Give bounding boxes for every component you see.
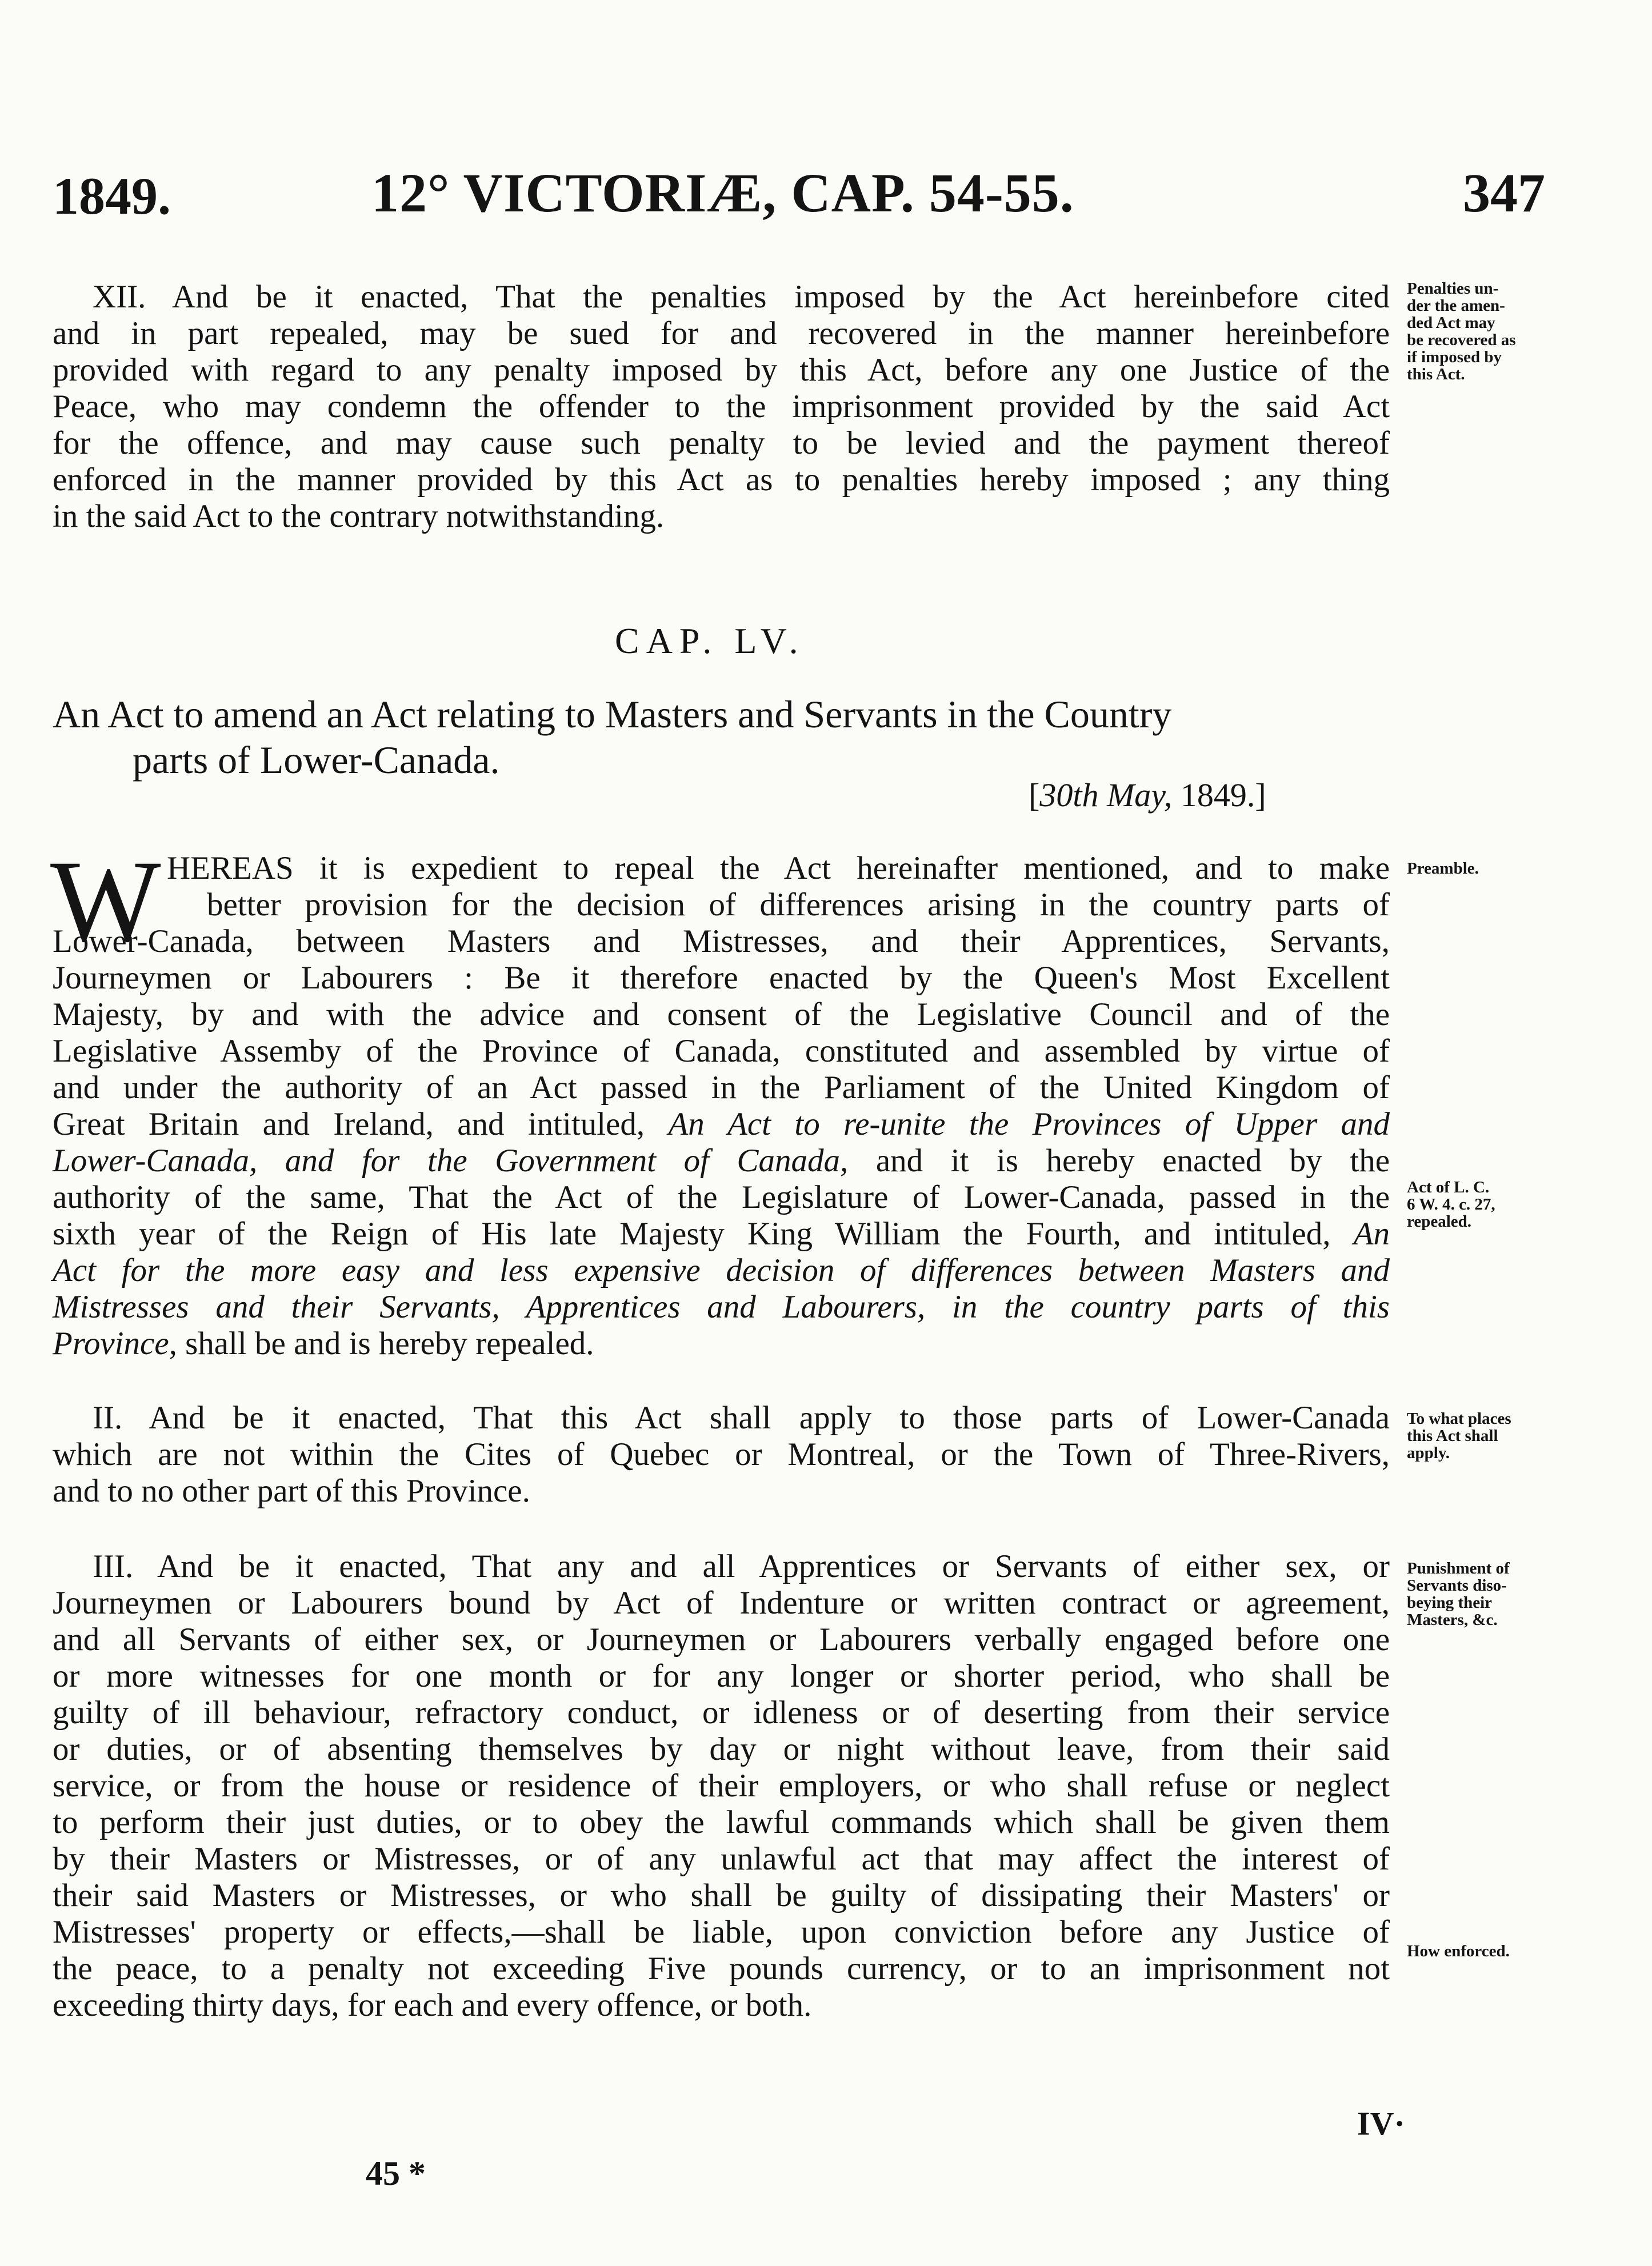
text-line: to perform their just duties, or to obey the lawful commands which shall be given them [53, 1804, 1390, 1840]
section-ii [53, 1400, 1390, 1510]
signature-mark: 45 * [366, 2155, 426, 2192]
text-line: and to no other part of this Province. [53, 1473, 530, 1509]
header-year: 1849. [53, 167, 171, 225]
text-line: or more witnesses for one month or for any longer or shorter period, who shall be [53, 1658, 1390, 1694]
text-line: XII. And be it enacted, That the penalties imposed by the Act hereinbefore cited [93, 279, 1390, 315]
text-line: enforced in the manner provided by this Act as to penalties hereby imposed ; any thing [53, 462, 1390, 498]
text-line: sixth year of the Reign of His late Majesty King William the Fourth, and intituled, An [53, 1216, 1390, 1252]
chapter-heading: CAP. LV. [615, 620, 805, 661]
margin-note-enforced: How enforced. [1407, 1942, 1510, 1960]
text-line: Peace, who may condemn the offender to the imprisonment provided by the said Act [53, 389, 1390, 425]
act-date: [30th May, 1849.] [1029, 776, 1266, 814]
text-line: or duties, or of absenting themselves by day or night without leave, from their said [53, 1731, 1390, 1767]
text-line: authority of the same, That the Act of the Legislature of Lower-Canada, passed in the [53, 1179, 1390, 1215]
text-line: Lower-Canada, and for the Government of Canada, and it is hereby enacted by the [53, 1143, 1390, 1179]
text-line: better provision for the decision of differences arising in the country parts of [207, 887, 1390, 923]
margin-note-preamble: Preamble. [1407, 859, 1479, 878]
text-line: for the offence, and may cause such penalty to be levied and the payment thereof [53, 425, 1390, 461]
text-line: Journeymen or Labourers : Be it therefore enacted by the Queen's Most Excellent [53, 960, 1390, 996]
text-line: II. And be it enacted, That this Act shall apply to those parts of Lower-Canada [93, 1400, 1390, 1436]
text-line: Great Britain and Ireland, and intituled, An Act to re-unite the Provinces of Upper and [53, 1106, 1390, 1142]
text-line: and all Servants of either sex, or Journeymen or Labourers verbally engaged before one [53, 1622, 1390, 1658]
text-line: HEREAS it is expedient to repeal the Act hereinafter mentioned, and to make [167, 850, 1390, 886]
margin-note-places: To what places this Act shall apply. [1407, 1410, 1511, 1462]
text-line: and under the authority of an Act passed in the Parliament of the United Kingdom of [53, 1070, 1390, 1106]
text-line: by their Masters or Mistresses, or of any unlawful act that may affect the interest of [53, 1841, 1390, 1877]
act-title-line: parts of Lower-Canada. [133, 738, 500, 782]
text-line: exceeding thirty days, for each and every offence, or both. [53, 1987, 812, 2023]
text-line: Journeymen or Labourers bound by Act of Indenture or written contract or agreement, [53, 1585, 1390, 1621]
act-title [53, 691, 1390, 783]
text-line: Lower-Canada, between Masters and Mistresses, and their Apprentices, Servants, [53, 923, 1390, 959]
act-title-line: An Act to amend an Act relating to Masters and Servants in the Country [53, 692, 1172, 736]
preamble [53, 850, 1390, 1362]
section-xii [53, 279, 1390, 535]
text-line: Mistresses and their Servants, Apprentices and Labourers, in the country parts of this [53, 1289, 1390, 1325]
header-title: 12° VICTORIÆ, CAP. 54-55. [371, 162, 1074, 223]
text-line: Province, shall be and is hereby repealed. [53, 1326, 594, 1362]
text-line: their said Masters or Mistresses, or who shall be guilty of dissipating their Masters' or [53, 1877, 1390, 1913]
text-line: provided with regard to any penalty imposed by this Act, before any one Justice of the [53, 352, 1390, 388]
text-line: service, or from the house or residence of their employers, or who shall refuse or neglect [53, 1768, 1390, 1804]
text-line: Majesty, by and with the advice and consent of the Legislative Council and of the [53, 996, 1390, 1032]
text-line: III. And be it enacted, That any and all Apprentices or Servants of either sex, or [93, 1548, 1390, 1584]
text-line: the peace, to a penalty not exceeding Five pounds currency, or to an imprisonment not [53, 1951, 1390, 1987]
section-iii [53, 1548, 1390, 2024]
text-line: Legislative Assemby of the Province of Canada, constituted and assembled by virtue of [53, 1033, 1390, 1069]
margin-note-act-repealed: Act of L. C. 6 W. 4. c. 27, repealed. [1407, 1178, 1495, 1231]
catchword: IV· [1357, 2105, 1405, 2142]
text-line: and in part repealed, may be sued for and recovered in the manner hereinbefore [53, 315, 1390, 351]
margin-note-punishment: Punishment of Servants diso- beying their Masters, &c. [1407, 1559, 1510, 1629]
text-line: which are not within the Cites of Quebec or Montreal, or the Town of Three-Rivers, [53, 1436, 1390, 1472]
text-line: Act for the more easy and less expensive decision of differences between Masters and [53, 1252, 1390, 1288]
text-line: in the said Act to the contrary notwithstanding. [53, 498, 665, 534]
text-line: Mistresses' property or effects,—shall be liable, upon conviction before any Justice of [53, 1914, 1390, 1950]
page-number: 347 [1463, 162, 1545, 223]
text-line: guilty of ill behaviour, refractory conduct, or idleness or of deserting from their service [53, 1695, 1390, 1731]
margin-note-penalties: Penalties un- der the amen- ded Act may be recovered as if imposed by this Act. [1407, 279, 1516, 383]
drop-cap: W [50, 836, 161, 966]
